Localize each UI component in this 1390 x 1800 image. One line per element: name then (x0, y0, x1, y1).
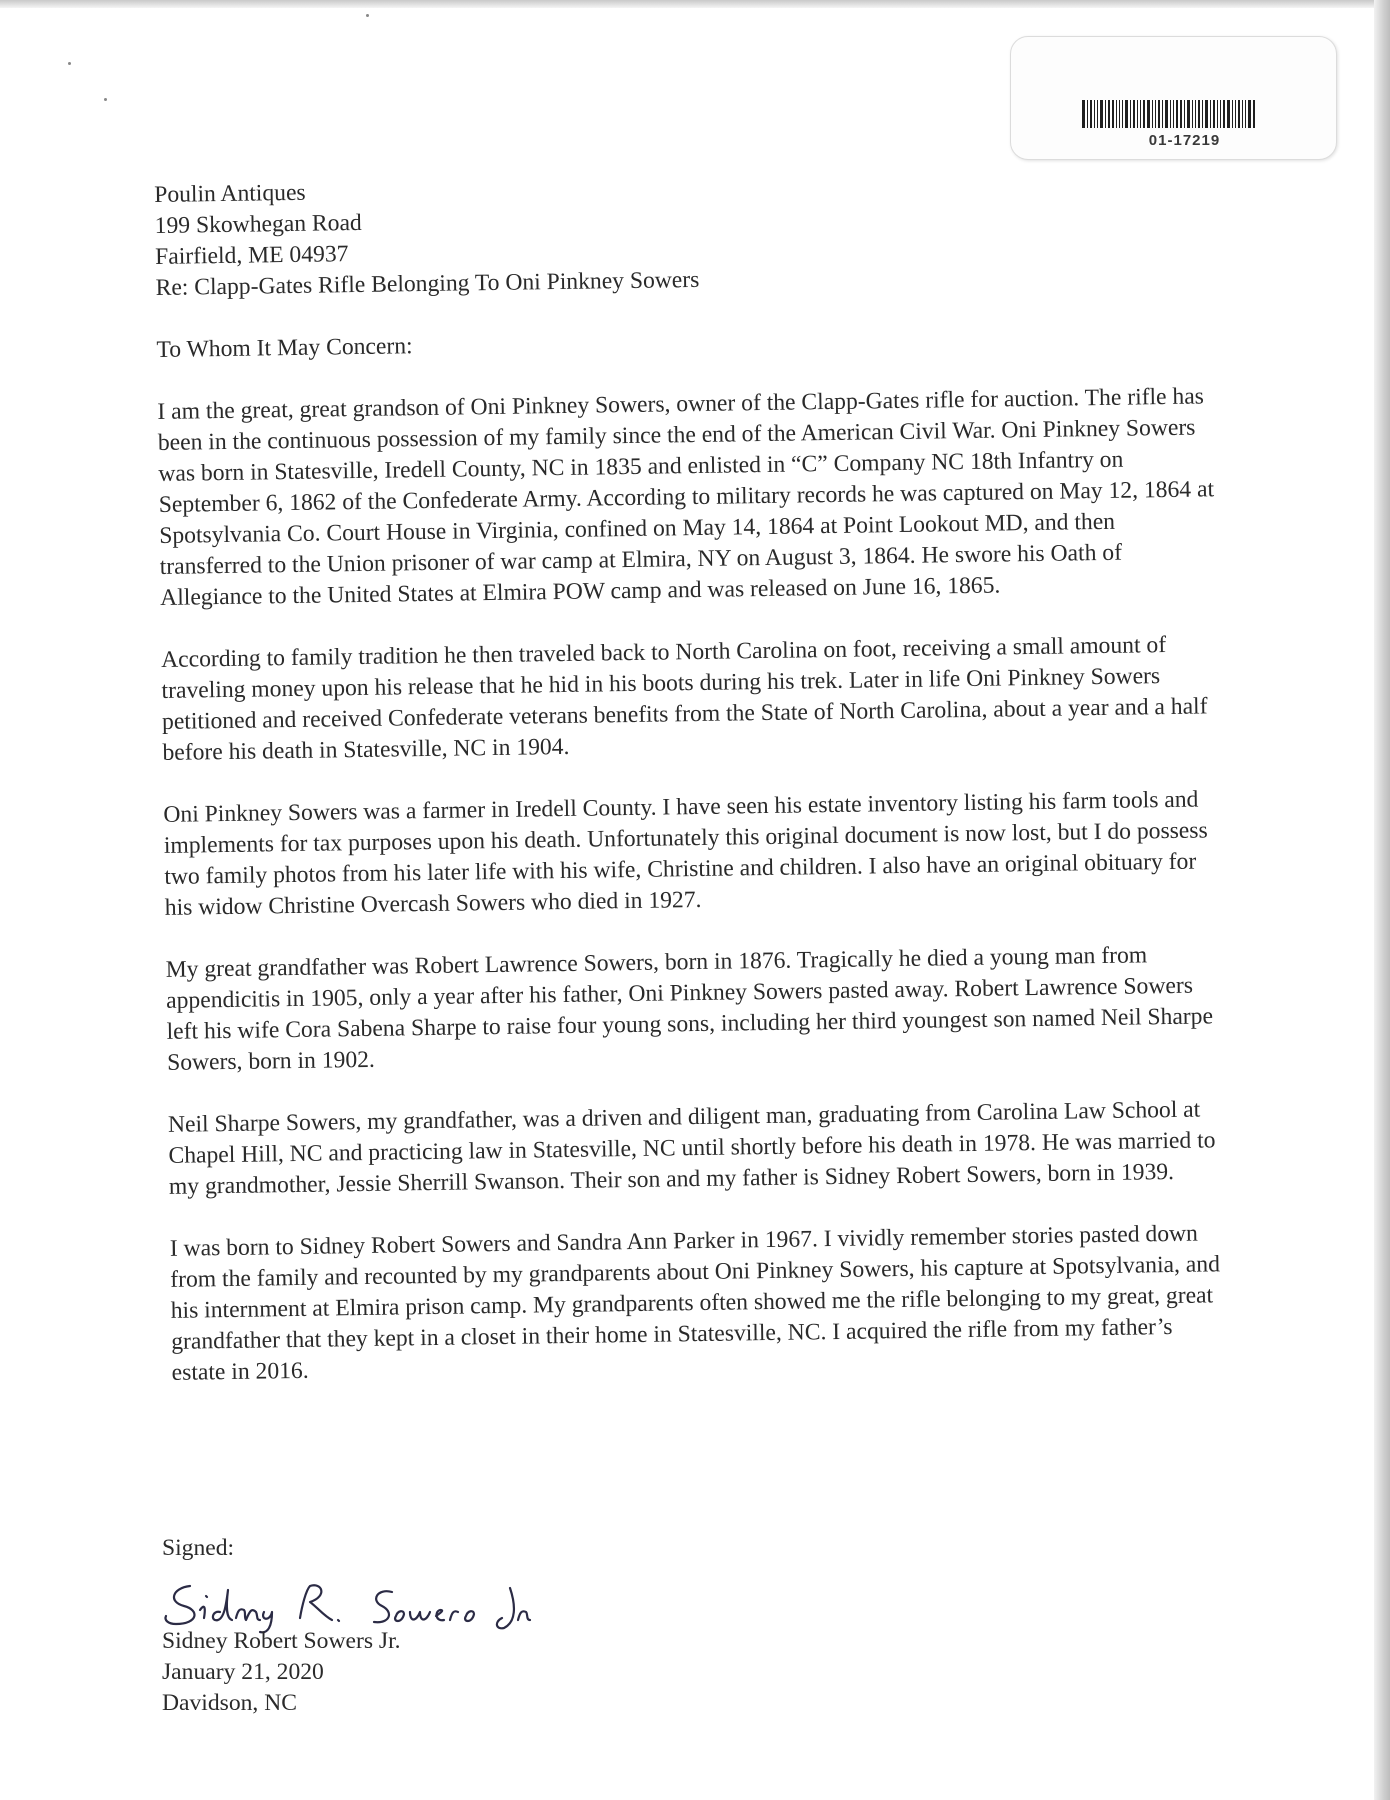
signed-label: Signed: (162, 1535, 235, 1561)
paragraph: I was born to Sidney Robert Sowers and Sandra Ann Parker in 1967. I vividly remember stories pasted down from the family and recounted by my grandparents about Oni Pinkney Sowers, his capture at Spotsylvania, and his internment at Elmira prison camp. My grandparents often showed me the rifle belonging to my great, great grandfather that they kept in a closet in their home in Statesville, NC. I acquired the rifle from my father’s estate in 2016. (169, 1220, 1221, 1386)
signed-location: Davidson, NC (162, 1690, 298, 1716)
paragraph: I am the great, great grandson of Oni Pinkney Sowers, owner of the Clapp-Gates rifle for auction. The rifle has been in the continuous possession of my family since the end of the American Civil War. Oni Pinkney Sowers was born in Statesville, Iredell County, NC in 1835 and enlisted in “C” Company NC 18th Infantry on September 6, 1862 of the Confederate Army. According to military records he was captured on May 12, 1864 at Spotsylvania Co. Court House in Virginia, confined on May 14, 1864 at Point Lookout MD, and then transferred to the Union prisoner of war camp at Elmira, NY on August 3, 1864. He swore his Oath of Allegiance to the United States at Elmira POW camp and was released on June 16, 1865. (157, 383, 1215, 611)
scan-speck (104, 98, 107, 101)
scan-speck (68, 62, 71, 65)
scan-edge-right (1374, 0, 1390, 1800)
recipient-street: 199 Skowhegan Road (154, 209, 362, 239)
letter-subject: Re: Clapp-Gates Rifle Belonging To Oni Pinkney Sowers (155, 266, 700, 301)
paragraph: Neil Sharpe Sowers, my grandfather, was a driven and diligent man, graduating from Carolina Law School at Chapel Hill, NC and practicing law in Statesville, NC until shortly before his death in 1978. He was married to my grandmother, Jessie Sherrill Swanson. Their son and my father is Sidney Robert Sowers, born in 1939. (167, 1096, 1216, 1200)
scan-edge-top (0, 0, 1390, 8)
scan-speck (366, 14, 369, 17)
signer-name: Sidney Robert Sowers Jr. (162, 1628, 401, 1654)
letter-body (154, 164, 1232, 1389)
recipient-address (154, 164, 1216, 304)
signed-date: January 21, 2020 (162, 1659, 324, 1685)
recipient-city: Fairfield, ME 04937 (154, 241, 349, 270)
paragraph: Oni Pinkney Sowers was a farmer in Iredell County. I have seen his estate inventory listing his farm tools and implements for tax purposes upon his death. Unfortunately this original document is now lost, but I do possess two family photos from his later life with his wife, Christine and children. I also have an original obituary for his widow Christine Overcash Sowers who died in 1927. (163, 786, 1208, 921)
salutation: To Whom It May Concern: (156, 333, 413, 363)
paragraph: According to family tradition he then traveled back to North Carolina on foot, receiving a small amount of traveling money upon his release that he hid in his boots during his trek. Later in life Oni Pinkney Sowers petitioned and received Confederate veterans benefits from the State of North Carolina, about a year and a half before his death in Statesville, NC in 1904. (160, 632, 1208, 766)
barcode-icon (1082, 100, 1287, 128)
recipient-name: Poulin Antiques (154, 179, 306, 208)
barcode-number: 01-17219 (1148, 132, 1221, 149)
paragraph: My great grandfather was Robert Lawrence Sowers, born in 1876. Tragically he died a young man from appendicitis in 1905, only a year after his father, Oni Pinkney Sowers pasted away. Robert Lawrence Sowers left his wife Cora Sabena Sharpe to raise four young sons, including her third youngest son named Neil Sharpe Sowers, born in 1902. (165, 942, 1214, 1076)
signer-block (162, 1626, 401, 1719)
